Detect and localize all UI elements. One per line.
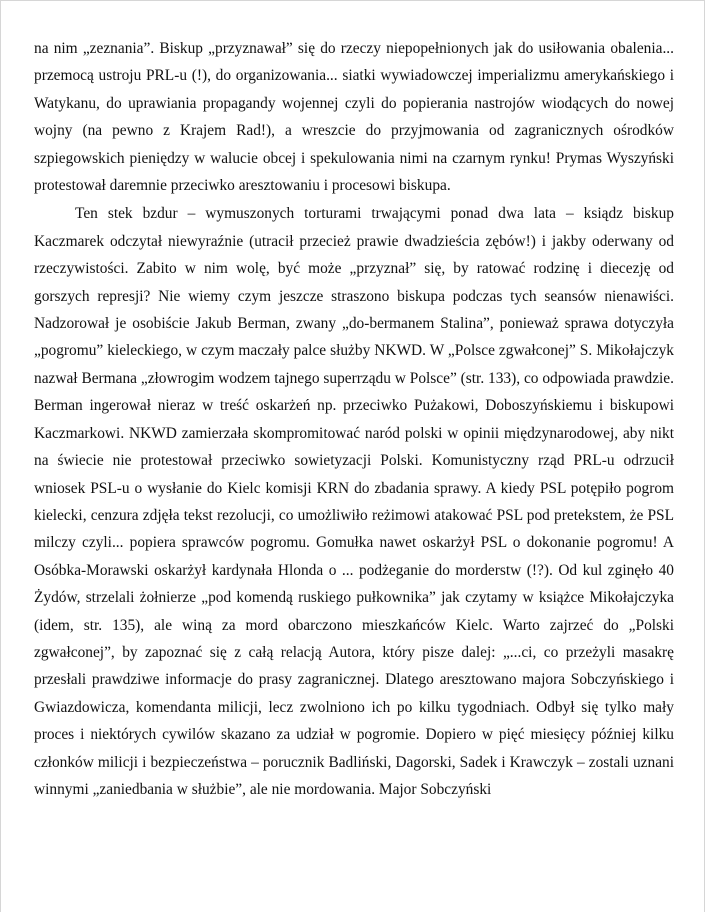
paragraph-1: na nim „zeznania”. Biskup „przyznawał” się do rzeczy niepopełnionych jak do usiłowania obalenia... przemocą ustroju PRL-u (!), do organizowania... siatki wywiadowczej imperializmu amerykańskiego i Watykanu, do uprawiania propagandy wojennej czyli do popierania nastrojów wiodących do nowej wojny (na pewno z Krajem Rad!), a wreszcie do przyjmowania od zagranicznych ośrodków szpiegowskich pieniędzy w walucie obcej i spekulowania nimi na czarnym rynku! Prymas Wyszyński protestował daremnie przeciwko aresztowaniu i procesowi biskupa. [34, 40, 674, 195]
paragraph-2: Ten stek bzdur – wymuszonych torturami trwającymi ponad dwa lata – ksiądz biskup Kaczmarek odczytał niewyraźnie (utracił przecież prawie dwadzieścia zębów!) i jakby oderwany od rzeczywistości. Zabito w nim wolę, być może „przyznał” się, by ratować rodzinę i diecezję od gorszych represji? Nie wiemy czym jeszcze straszono biskupa podczas tych seansów nienawiści. Nadzorował je osobiście Jakub Berman, zwany „do-bermanem Stalina”, ponieważ sprawa dotyczyła „pogromu” kieleckiego, w czym maczały palce służby NKWD. W „Polsce zgwałconej” S. Mikołajczyk nazwał Bermana „złowrogim wodzem tajnego superrządu w Polsce” (str. 133), co odpowiada prawdzie. Berman ingerował nieraz w treść oskarżeń np. przeciwko Pużakowi, Doboszyńskiemu i biskupowi Kaczmarkowi. NKWD zamierzała skompromitować naród polski w opinii międzynarodowej, aby nikt na świecie nie protestował przeciwko sowietyzacji Polski. Komunistyczny rząd PRL-u odrzucił wniosek PSL-u o wysłanie do Kielc komisji KRN do zbadania sprawy. A kiedy PSL potępiło pogrom kielecki, cenzura zdjęła tekst rezolucji, co umożliwiło reżimowi atakować PSL pod pretekstem, że PSL milczy czyli... popiera sprawców pogromu. Gomułka nawet oskarżył PSL o dokonanie pogromu! A Osóbka-Morawski oskarżył kardynała Hlonda o ... podżeganie do morderstw (!?). Od kul zginęło 40 Żydów, strzelali żołnierze „pod komendą ruskiego pułkownika” jak czytamy w książce Mikołajczyka (idem, str. 135), ale winą za mord obarczono mieszkańców Kielc. Warto zajrzeć do „Polski zgwałconej”, by zapoznać się z całą relacją Autora, który pisze dalej: „...ci, co przeżyli masakrę przesłali prawdziwe informacje do prasy zagranicznej. Dlatego aresztowano majora Sobczyńskiego i Gwiazdowicza, komendanta milicji, lecz zwolniono ich po kilku tygodniach. Odbył się tylko mały proces i niektórych cywilów skazano za udział w pogromie. Dopiero w pięć miesięcy później kilku członków milicji i bezpieczeństwa – porucznik Badliński, Dagorski, Sadek i Krawczyk – zostali uznani winnymi „zaniedbania w służbie”, ale nie mordowania. Major Sobczyński [34, 205, 674, 798]
document-body [34, 35, 674, 803]
